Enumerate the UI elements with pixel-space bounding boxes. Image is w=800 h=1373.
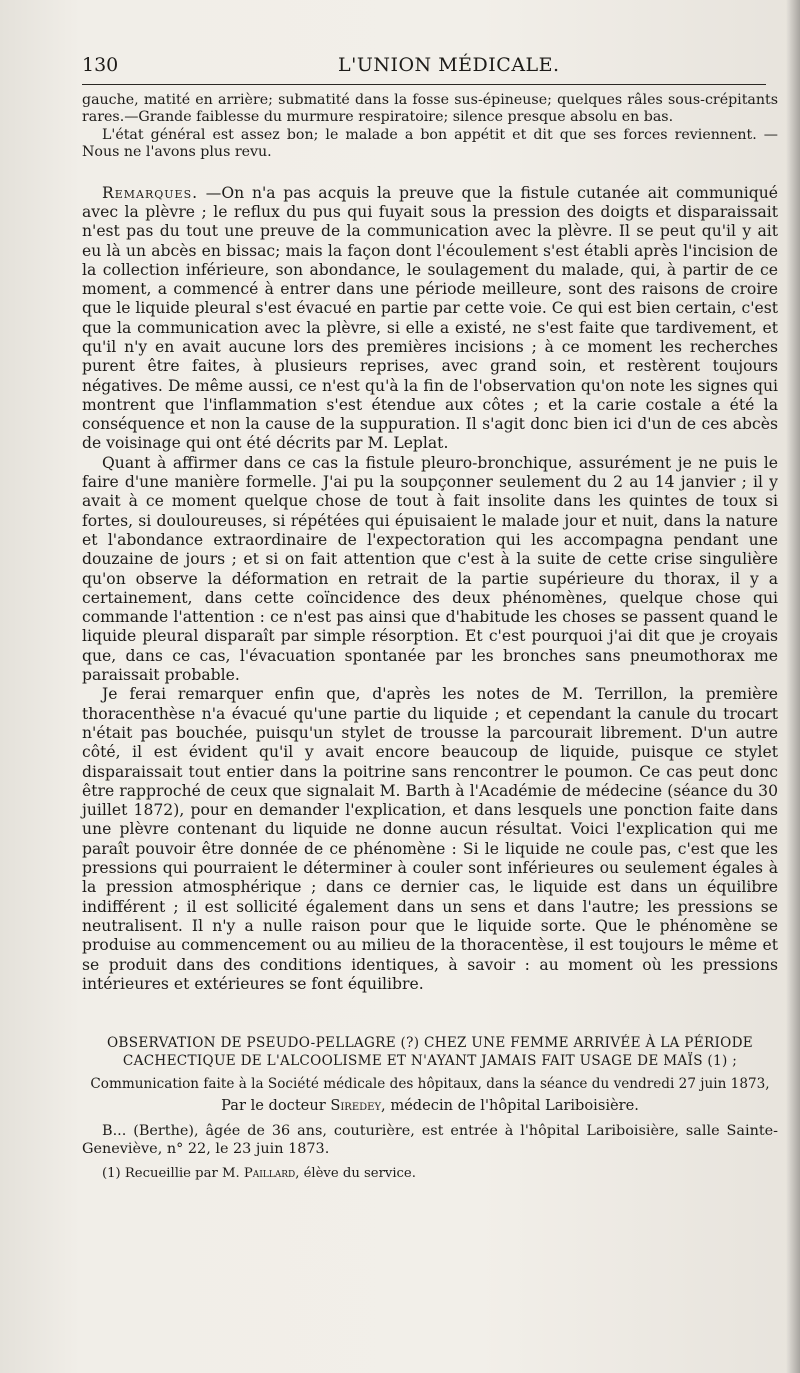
page-edge-shadow xyxy=(786,0,800,1373)
remarks-paragraph-1 xyxy=(82,184,778,454)
author-name: Siredey xyxy=(330,1097,382,1115)
observation-section xyxy=(82,1034,778,1158)
remarks-section xyxy=(82,184,778,994)
footnote-name: Paillard xyxy=(243,1166,296,1182)
observation-author xyxy=(82,1096,778,1116)
remarks-paragraph-3: Je ferai remarquer enfin que, d'après les notes de M. Terrillon, la première thoracenthèse n'a évacué qu'une partie du liquide ; et cependant la canule du trocart n'était pas bouchée, puisqu'un stylet de trousse la parcourait librement. D'un autre côté, il est évident qu'il y avait encore beaucoup de liquide, puisque ce stylet disparaissait tout entier dans la poitrine sans rencontrer le poumon. Ce cas peut donc être rapproché de ceux que signalait M. Barth à l'Académie de médecine (séance du 30 juillet 1872), pour en demander l'explication, et dans lesquels une ponction faite dans une plèvre contenant du liquide ne donne aucun résultat. Voici l'explication qui me paraît pouvoir être donnée de ce phénomène : Si le liquide ne coule pas, c'est que les pressions qui pourraient le déterminer à couler sont inférieures ou seulement égales à la pression atmosphérique ; dans ce dernier cas, le liquide est dans un équilibre indifférent ; il est sollicité également dans un sens et dans l'autre; les pressions se neutralisent. Il n'y a nulle raison pour que le liquide sorte. Que le phénomène se produise au commencement ou au milieu de la thoracentèse, il est toujours le même et se produit dans des conditions identiques, à savoir : au moment où les pressions intérieures et extérieures se font équilibre. xyxy=(82,685,778,993)
author-prefix: Par le docteur xyxy=(221,1097,331,1115)
page-number: 130 xyxy=(82,54,119,76)
footnote-prefix: (1) Recueillie par M. xyxy=(102,1166,244,1182)
footnote xyxy=(82,1166,778,1181)
journal-title: L'UNION MÉDICALE. xyxy=(338,54,560,76)
running-header xyxy=(82,52,766,85)
remarks-lead: Remarques. xyxy=(102,183,199,202)
footnote-suffix: , élève du service. xyxy=(295,1166,416,1182)
observation-title: OBSERVATION DE PSEUDO-PELLAGRE (?) CHEZ UNE FEMME ARRIVÉE À LA PÉRIODE CACHECTIQUE DE L'ALCOOLISME ET N'AYANT JAMAIS FAIT USAGE DE MAÏS (1) ; xyxy=(106,1035,754,1070)
remarks-paragraph-2: Quant à affirmer dans ce cas la fistule pleuro-bronchique, assurément je ne puis le faire d'une manière formelle. J'ai pu la soupçonner seulement du 2 au 14 janvier ; il y avait à ce moment quelque chose de tout à fait insolite dans les quintes de toux si fortes, si douloureuses, si répétées qui épuisaient le malade jour et nuit, dans la nature et l'abondance extraordinaire de l'expectoration qui les accompagna pendant une douzaine de jours ; et si on fait attention que c'est à la suite de cette crise singulière qu'on observe la déformation en retrait de la partie supérieure du thorax, il y a certainement, dans cette coïncidence des deux phénomènes, quelque chose qui commande l'attention : ce n'est pas ainsi que d'habitude les choses se passent quand le liquide pleural disparaît par simple résorption. Et c'est pourquoi j'ai dit que je croyais que, dans ce cas, l'évacuation spontanée par les bronches sans pneumothorax me paraissait probable. xyxy=(82,453,778,685)
author-suffix: , médecin de l'hôpital Lariboisière. xyxy=(381,1097,639,1115)
intro-paragraph-2: L'état général est assez bon; le malade a bon appétit et dit que ses forces reviennent. — Nous ne l'avons plus revu. xyxy=(82,126,778,161)
observation-communication: Communication faite à la Société médicale des hôpitaux, dans la séance du vendredi 27 juin 1873, xyxy=(90,1076,770,1093)
intro-section xyxy=(82,92,778,162)
observation-intro: B... (Berthe), âgée de 36 ans, couturière, est entrée à l'hôpital Lariboisière, salle Sainte-Geneviève, n° 22, le 23 juin 1873. xyxy=(82,1123,778,1158)
remarks-paragraph-1-text: —On n'a pas acquis la preuve que la fistule cutanée ait communiqué avec la plèvre ; le reflux du pus qui fuyait sous la pression des doigts et disparaissait n'est pas du tout une preuve de la communication avec la plèvre. Il se peut qu'il y ait eu là un abcès en bissac; mais la façon dont l'écoulement s'est établi après l'incision de la collection inférieure, son abondance, le soulagement du malade, qui, à partir de ce moment, a commencé à entrer dans une période meilleure, sont des raisons de croire que le liquide pleural s'est évacué en partie par cette voie. Ce qui est bien certain, c'est que la communication avec la plèvre, si elle a existé, ne s'est faite que tardivement, et qu'il n'y en avait aucune lors des premières incisions ; à ce moment les recherches purent être faites, à plusieurs reprises, avec grand soin, et restèrent toujours négatives. De même aussi, ce n'est qu'à la fin de l'observation qu'on note les signes qui montrent que l'inflammation s'est étendue aux côtes ; et la carie costale a été la conséquence et non la cause de la suppuration. Il s'agit donc bien ici d'un de ces abcès de voisinage qui ont été décrits par M. Leplat. xyxy=(82,183,778,453)
intro-paragraph-1: gauche, matité en arrière; submatité dans la fosse sus-épineuse; quelques râles sous-crépitants rares.—Grande faiblesse du murmure respiratoire; silence presque absolu en bas. xyxy=(82,92,778,126)
